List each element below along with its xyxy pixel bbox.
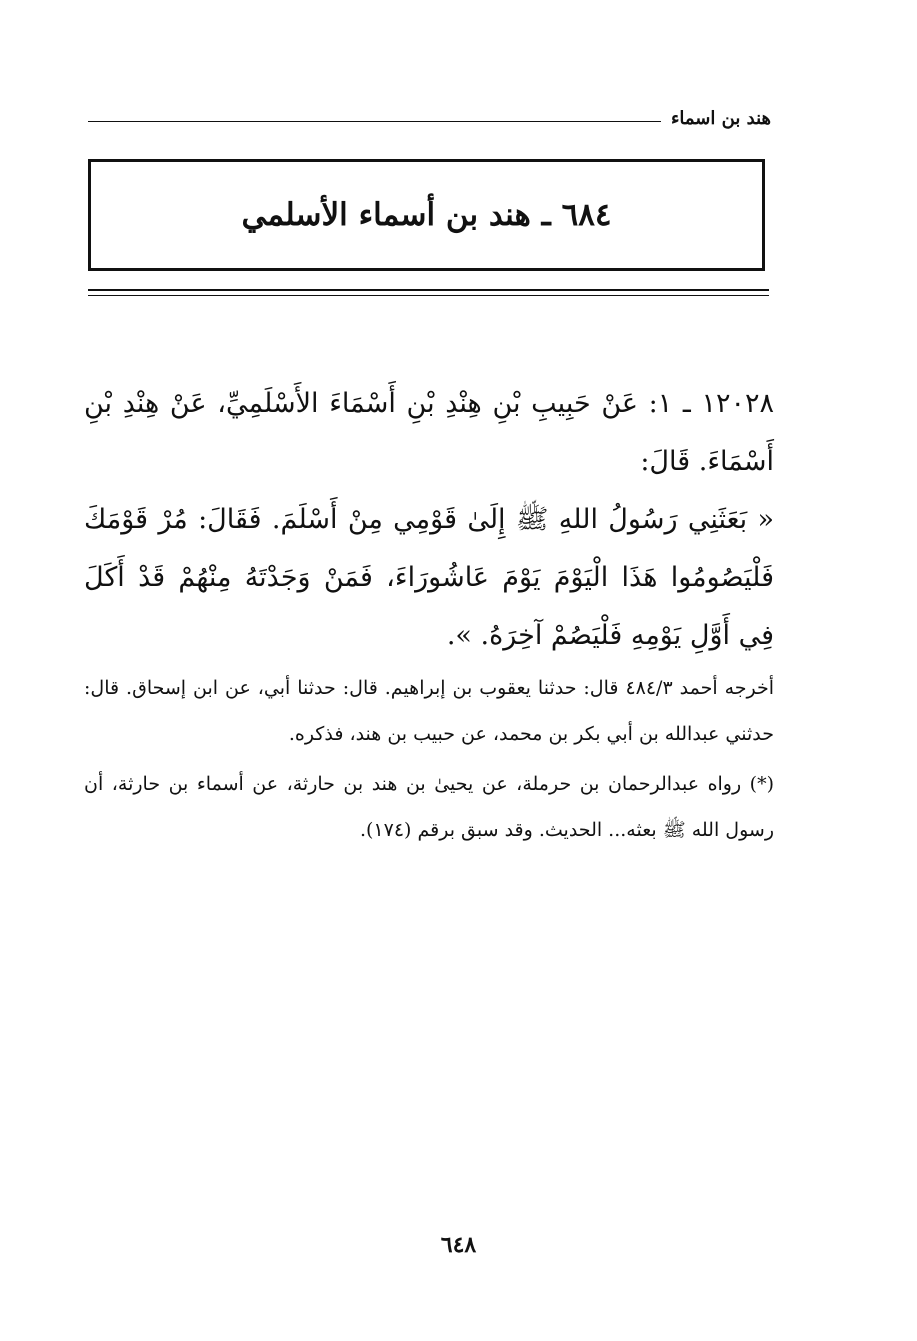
hadith-isnad: ١٢٠٢٨ ـ ١: عَنْ حَبِيبِ بْنِ هِنْدِ بْنِ أَسْمَاءَ الأَسْلَمِيِّ، عَنْ هِنْدِ بْنِ أَسْمَاءَ. قَالَ: — [84, 388, 775, 477]
running-head-rule — [88, 121, 661, 122]
notes-section — [84, 665, 774, 857]
takhrij-note: أخرجه أحمد ٤٨٤/٣ قال: حدثنا يعقوب بن إبراهيم. قال: حدثنا أبي، عن ابن إسحاق. قال: حدثني عبدالله بن أبي بكر بن محمد، عن حبيب بن هند، فذكره. — [84, 677, 775, 745]
page-number: ٦٤٨ — [440, 1232, 477, 1258]
running-head — [88, 100, 771, 136]
hadith-text — [84, 375, 774, 665]
footnote: (*) رواه عبدالرحمان بن حرملة، عن يحيىٰ بن هند بن حارثة، عن أسماء بن حارثة، أن رسول الله ﷺ بعثه... الحديث. وقد سبق برقم (١٧٤). — [84, 773, 774, 841]
title-divider-thin — [88, 295, 769, 296]
title-divider-thick — [88, 289, 769, 291]
hadith-matn: « بَعَثَنِي رَسُولُ اللهِ ﷺ إِلَىٰ قَوْمِي مِنْ أَسْلَمَ. فَقَالَ: مُرْ قَوْمَكَ فَلْيَصُومُوا هَذَا الْيَوْمَ يَوْمَ عَاشُورَاءَ، فَمَنْ وَجَدْتَهُ مِنْهُمْ قَدْ أَكَلَ فِي أَوَّلِ يَوْمِهِ فَلْيَصُمْ آخِرَهُ. ». — [84, 504, 774, 651]
chapter-title: ٦٨٤ ـ هند بن أسماء الأسلمي — [241, 197, 612, 233]
chapter-title-box — [88, 159, 765, 271]
running-head-text: هند بن اسماء — [670, 107, 771, 129]
